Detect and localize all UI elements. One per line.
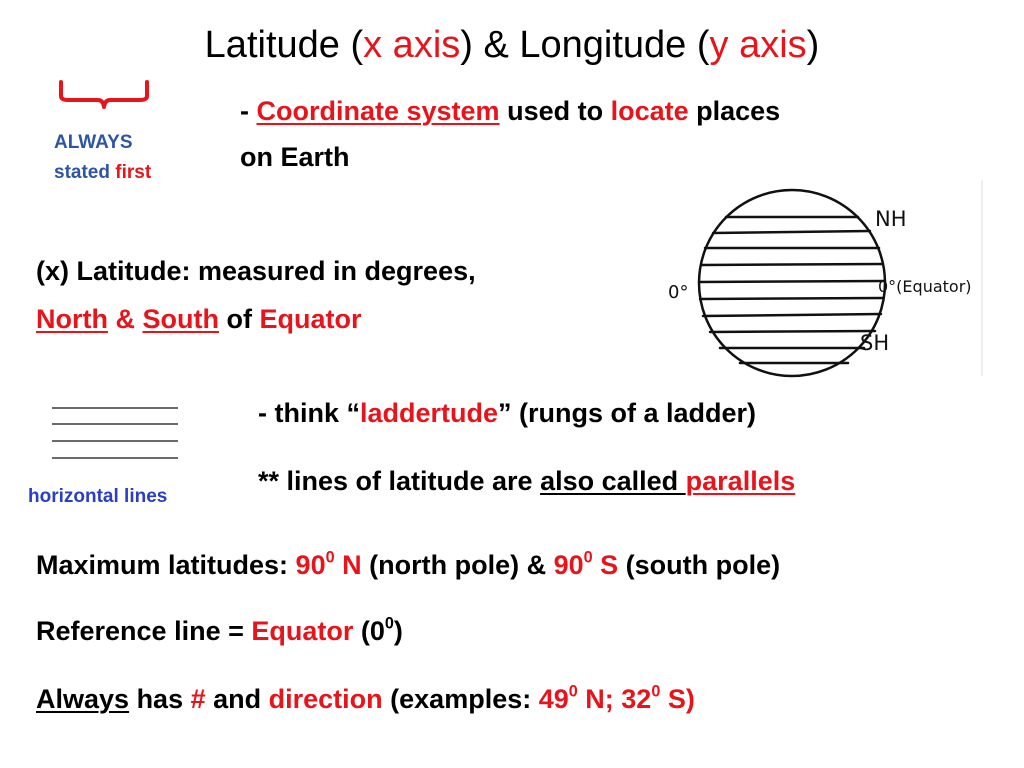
n-direction: N	[334, 550, 362, 580]
south-pole-text: (south pole)	[618, 550, 781, 580]
stated-label: stated	[54, 162, 116, 183]
reference-line	[36, 616, 403, 647]
reference-paren-open: (0	[353, 616, 385, 646]
reference-equator: Equator	[251, 616, 354, 646]
equator-term: Equator	[259, 304, 362, 334]
latitude-def-line-2	[36, 304, 362, 335]
page-title	[0, 24, 1024, 67]
horizontal-lines-illustration	[50, 402, 180, 462]
ex1-value: 49	[538, 684, 569, 714]
ex2-direction: S)	[660, 684, 695, 714]
nh-label: NH	[875, 207, 907, 231]
s-direction: S	[592, 550, 619, 580]
first-label: first	[115, 162, 152, 183]
north-pole-text: (north pole) &	[361, 550, 554, 580]
reference-paren-close: )	[393, 616, 403, 646]
ex2-degree: 0	[651, 682, 661, 701]
laddertude-line	[258, 398, 756, 429]
south-max-value	[554, 550, 619, 580]
parallels-term: parallels	[685, 466, 796, 496]
title-suffix: )	[806, 24, 820, 66]
always-label: ALWAYS	[54, 132, 133, 153]
horizontal-lines-label: horizontal lines	[28, 486, 168, 507]
used-to-text: used to	[499, 96, 611, 126]
equator-label: 0°(Equator)	[878, 277, 972, 296]
n-value: 90	[295, 550, 326, 580]
reference-label: Reference line =	[36, 616, 252, 646]
and-text: and	[205, 684, 269, 714]
ex1-direction: N; 32	[577, 684, 652, 714]
laddertude-prefix: - think “	[258, 398, 360, 428]
title-y-axis: y axis	[709, 24, 807, 66]
south-term: South	[142, 304, 219, 334]
latitude-def-line-1: (x) Latitude: measured in degrees,	[36, 256, 476, 286]
parallels-line	[258, 466, 795, 497]
always-stated-first-note	[54, 128, 151, 188]
brace-icon	[58, 80, 150, 110]
parallels-prefix: ** lines of latitude are	[258, 466, 541, 496]
hash-term: #	[190, 684, 206, 714]
locate-term: locate	[610, 96, 689, 126]
examples-text: (examples:	[382, 684, 539, 714]
title-prefix: Latitude (	[204, 24, 364, 66]
also-called-text: also called	[540, 466, 686, 496]
dash: -	[240, 96, 257, 126]
has-text: has	[129, 684, 191, 714]
globe-latitude-sketch	[660, 180, 990, 380]
zero-degree-left-label: 0°	[668, 282, 689, 303]
laddertude-term: laddertude	[360, 398, 499, 428]
title-middle: ) & Longitude (	[460, 24, 710, 66]
coordinate-system-term: Coordinate system	[256, 96, 500, 126]
laddertude-suffix: ” (rungs of a ladder)	[498, 398, 757, 428]
sh-label: SH	[860, 331, 890, 355]
ex1-degree: 0	[568, 682, 578, 701]
north-term: North	[36, 304, 108, 334]
ampersand: &	[107, 304, 143, 334]
always-has-line	[36, 684, 695, 715]
places-text: places	[688, 96, 781, 126]
north-max-value	[296, 550, 362, 580]
examples-values	[539, 684, 695, 714]
n-degree: 0	[325, 548, 335, 567]
s-degree: 0	[583, 548, 593, 567]
maximum-latitudes-line	[36, 550, 780, 581]
title-x-axis: x axis	[363, 24, 461, 66]
definition-line-2: on Earth	[240, 142, 350, 172]
maximum-label: Maximum latitudes:	[36, 550, 296, 580]
of-text: of	[218, 304, 260, 334]
s-value: 90	[553, 550, 584, 580]
direction-term: direction	[268, 684, 383, 714]
always-term: Always	[36, 684, 130, 714]
reference-degree: 0	[384, 614, 394, 633]
definition-line-1	[240, 96, 780, 127]
